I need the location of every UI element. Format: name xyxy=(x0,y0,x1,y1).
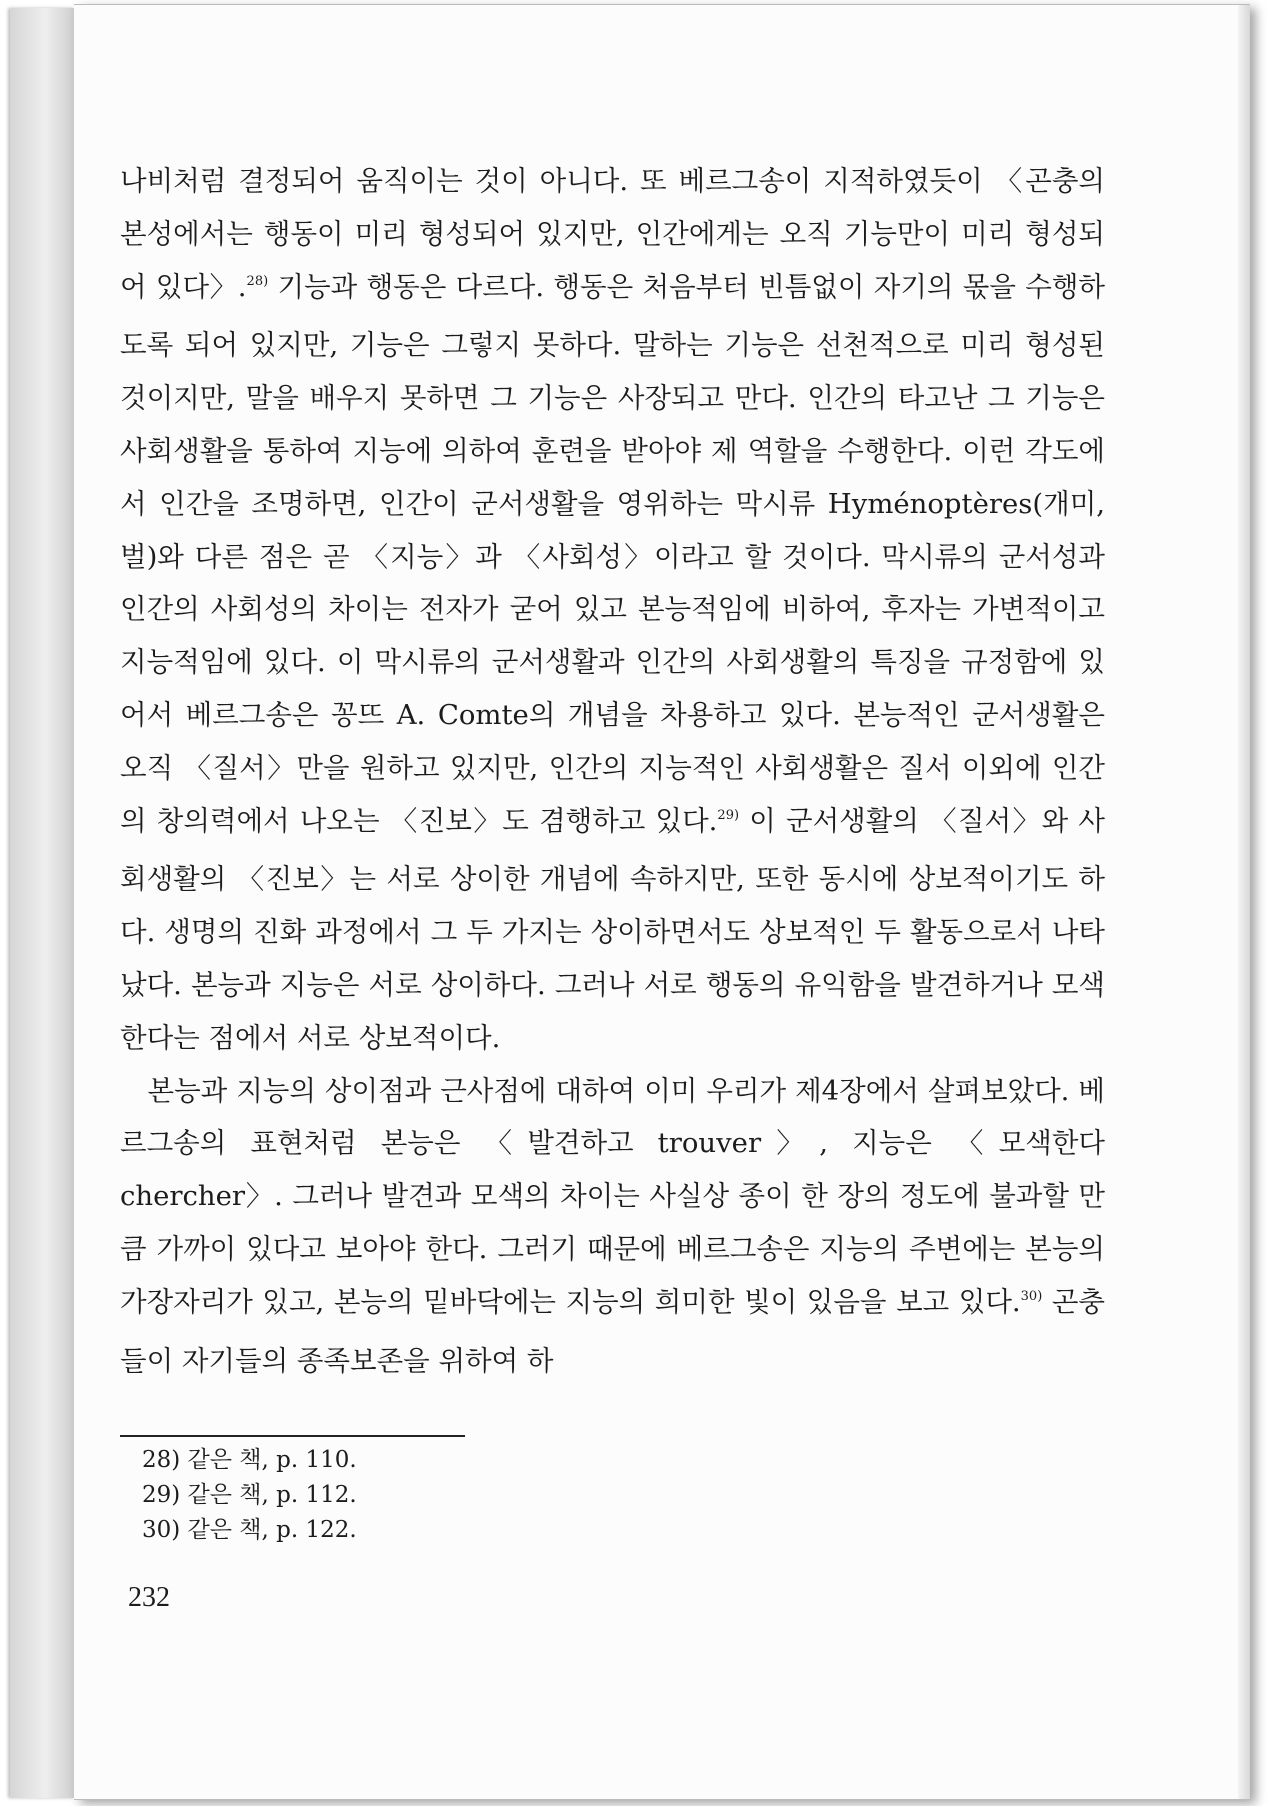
footnote-ref: 29) xyxy=(717,807,740,823)
footnote-ref: 28) xyxy=(246,273,269,289)
footnote-30: 30) 같은 책, p. 122. xyxy=(142,1517,357,1543)
page-edge xyxy=(1238,5,1250,1799)
paragraph-text: 이 군서생활의 〈질서〉와 사회생활의 〈진보〉는 서로 상이한 개념에 속하지만, 또한 동시에 상보적이기도 하다. 생명의 진화 과정에서 그 두 가지는 상이하면서도 상보적인 두 활동으로서 나타났다. 본능과 지능은 서로 상이하다. 그러나 서로 행동의 유익함을 발견하거나 모색한다는 점에서 서로 상보적이다. xyxy=(120,804,1105,1054)
footnote-rule xyxy=(120,1435,465,1437)
footnotes xyxy=(142,1443,357,1548)
page-number: 232 xyxy=(128,1582,170,1613)
paragraph-text: 나비처럼 결정되어 움직이는 것이 아니다. 또 베르그송이 지적하였듯이 〈곤충의 본성에서는 행동이 미리 형성되어 있지만, 인간에게는 오직 기능만이 미리 형성되어 있다〉. xyxy=(120,165,1105,303)
paragraph-text: 곤충들이 자기들의 종족보존을 위하여 하 xyxy=(120,1285,1105,1377)
footnote-ref: 30) xyxy=(1020,1288,1043,1304)
body-text xyxy=(120,155,1105,1387)
paragraph xyxy=(120,1065,1105,1388)
paragraph-text: 기능과 행동은 다르다. 행동은 처음부터 빈틈없이 자기의 몫을 수행하도록 되어 있지만, 기능은 그렇지 못하다. 말하는 기능은 선천적으로 미리 형성된 것이지만, 말을 배우지 못하면 그 기능은 사장되고 만다. 인간의 타고난 그 기능은 사회생활을 통하여 지능에 의하여 훈련을 받아야 제 역할을 수행한다. 이런 각도에서 인간을 조명하면, 인간이 군서생활을 영위하는 막시류 Hyménoptères(개미, 벌)와 다른 점은 곧 〈지능〉과 〈사회성〉이라고 할 것이다. 막시류의 군서성과 인간의 사회성의 차이는 전자가 굳어 있고 본능적임에 비하여, 후자는 가변적이고 지능적임에 있다. 이 막시류의 군서생활과 인간의 사회생활의 특징을 규정함에 있어서 베르그송은 꽁뜨 A. Comte의 개념을 차용하고 있다. 본능적인 군서생활은 오직 〈질서〉만을 원하고 있지만, 인간의 지능적인 사회생활은 질서 이외에 인간의 창의력에서 나오는 〈진보〉도 겸행하고 있다. xyxy=(120,270,1105,837)
book-spine xyxy=(10,8,75,1798)
footnote-28: 28) 같은 책, p. 110. xyxy=(142,1447,357,1473)
paragraph xyxy=(120,155,1105,1065)
paragraph-text: 본능과 지능의 상이점과 근사점에 대하여 이미 우리가 제4장에서 살펴보았다. 베르그송의 표현처럼 본능은 〈발견하고 trouver〉, 지능은 〈모색한다 chercher〉. 그러나 발견과 모색의 차이는 사실상 종이 한 장의 정도에 불과할 만큼 가까이 있다고 보아야 한다. 그러기 때문에 베르그송은 지능의 주변에는 본능의 가장자리가 있고, 본능의 밑바닥에는 지능의 희미한 빛이 있음을 보고 있다. xyxy=(120,1074,1105,1318)
footnote-29: 29) 같은 책, p. 112. xyxy=(142,1482,357,1508)
